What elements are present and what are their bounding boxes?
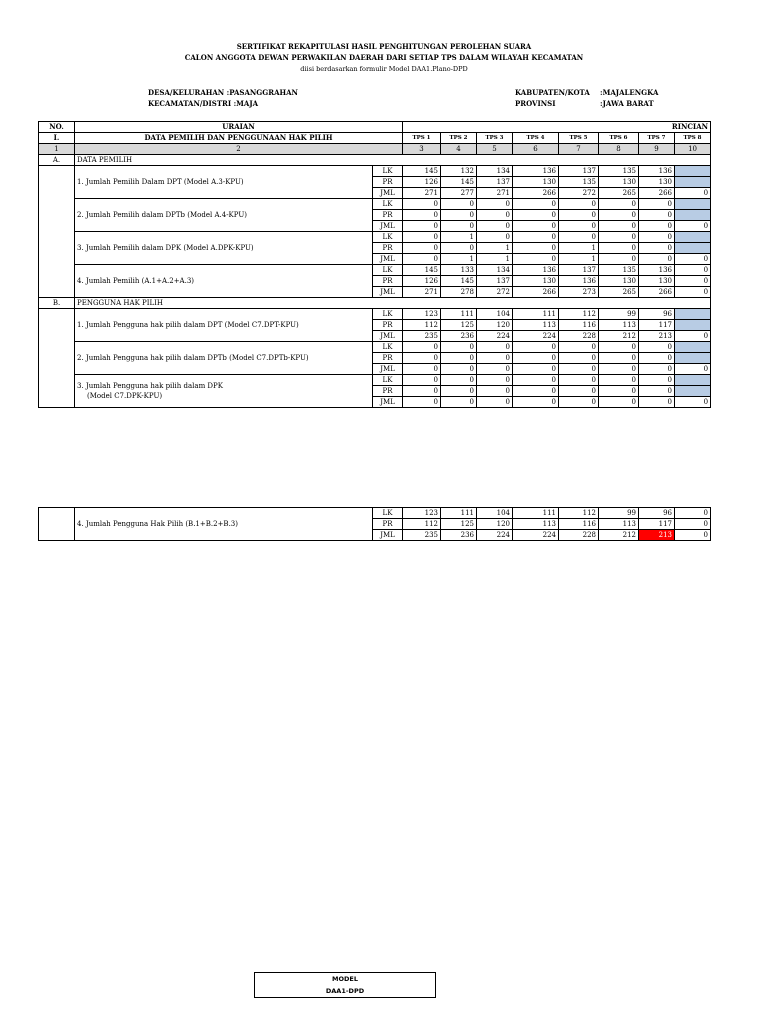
value-cell: 0 [599, 221, 639, 232]
item-label [75, 166, 373, 199]
value-cell: 135 [599, 166, 639, 177]
column-number: 8 [599, 144, 639, 155]
value-cell: 111 [441, 309, 477, 320]
provinsi-value: :JAWA BARAT [600, 99, 654, 108]
tps-header: TPS 1 [403, 133, 441, 144]
value-cell: 120 [477, 519, 513, 530]
data-row [39, 375, 711, 386]
value-cell [675, 177, 711, 188]
section-b-row [39, 298, 711, 309]
value-cell: 0 [675, 530, 711, 541]
value-cell: 0 [559, 375, 599, 386]
tps-header: TPS 5 [559, 133, 599, 144]
sub-label: PR [373, 320, 403, 331]
value-cell: 0 [559, 221, 599, 232]
value-cell: 116 [559, 320, 599, 331]
value-cell: 1 [441, 232, 477, 243]
uraian-header: URAIAN [75, 122, 403, 133]
value-cell: 0 [559, 210, 599, 221]
value-cell: 99 [599, 508, 639, 519]
value-cell: 0 [403, 243, 441, 254]
kecamatan-label: KECAMATAN/DISTRI :MAJA [148, 99, 259, 108]
sub-label: LK [373, 342, 403, 353]
sub-label: PR [373, 276, 403, 287]
item-label-text: 4. Jumlah Pemilih (A.1+A.2+A.3) [77, 277, 195, 285]
value-cell: 0 [513, 386, 559, 397]
rincian-header: RINCIAN [403, 122, 711, 133]
value-cell: 0 [477, 221, 513, 232]
value-cell: 271 [403, 188, 441, 199]
value-cell: 0 [477, 386, 513, 397]
data-row [39, 232, 711, 243]
value-cell: 137 [477, 276, 513, 287]
value-cell: 213 [639, 530, 675, 541]
value-cell: 0 [599, 243, 639, 254]
total-users-table [38, 507, 711, 541]
sub-label: PR [373, 243, 403, 254]
value-cell: 135 [559, 177, 599, 188]
value-cell: 130 [513, 276, 559, 287]
sub-label: LK [373, 508, 403, 519]
value-cell: 265 [599, 188, 639, 199]
value-cell: 0 [599, 397, 639, 408]
value-cell: 0 [639, 353, 675, 364]
value-cell: 0 [599, 353, 639, 364]
value-cell [675, 232, 711, 243]
value-cell [675, 309, 711, 320]
value-cell: 111 [513, 508, 559, 519]
doc-title-line1: SERTIFIKAT REKAPITULASI HASIL PENGHITUNGAN PEROLEHAN SUARA [236, 42, 532, 51]
data-row [39, 342, 711, 353]
value-cell: 0 [559, 342, 599, 353]
value-cell: 228 [559, 530, 599, 541]
value-cell: 0 [513, 254, 559, 265]
value-cell: 212 [599, 331, 639, 342]
sub-label: JML [373, 530, 403, 541]
item-label [75, 342, 373, 375]
value-cell: 0 [599, 386, 639, 397]
item-label-text: 1. Jumlah Pengguna hak pilih dalam DPT (Model C7.DPT-KPU) [77, 321, 299, 329]
value-cell: 0 [513, 342, 559, 353]
value-cell: 224 [513, 530, 559, 541]
column-number: 1 [39, 144, 75, 155]
value-cell: 0 [675, 265, 711, 276]
value-cell: 0 [599, 199, 639, 210]
value-cell: 145 [441, 276, 477, 287]
sub-label: PR [373, 519, 403, 530]
value-cell: 0 [477, 364, 513, 375]
value-cell: 0 [513, 375, 559, 386]
value-cell: 272 [477, 287, 513, 298]
sub-label: LK [373, 166, 403, 177]
value-cell: 120 [477, 320, 513, 331]
value-cell: 0 [441, 243, 477, 254]
value-cell: 0 [639, 254, 675, 265]
sub-label: JML [373, 397, 403, 408]
column-number-row [39, 144, 711, 155]
value-cell: 136 [559, 276, 599, 287]
value-cell [675, 210, 711, 221]
value-cell: 113 [599, 519, 639, 530]
sub-label: LK [373, 265, 403, 276]
value-cell: 213 [639, 331, 675, 342]
header-row [39, 122, 711, 133]
sub-label: JML [373, 254, 403, 265]
value-cell [675, 342, 711, 353]
value-cell: 130 [599, 177, 639, 188]
value-cell: 104 [477, 508, 513, 519]
value-cell: 132 [441, 166, 477, 177]
section-a-title: DATA PEMILIH [75, 155, 711, 166]
column-number: 6 [513, 144, 559, 155]
value-cell: 0 [675, 254, 711, 265]
data-row [39, 265, 711, 276]
value-cell: 0 [513, 221, 559, 232]
value-cell: 0 [559, 199, 599, 210]
value-cell: 0 [477, 397, 513, 408]
value-cell: 0 [599, 232, 639, 243]
doc-title-line2: CALON ANGGOTA DEWAN PERWAKILAN DAERAH DARI SETIAP TPS DALAM WILAYAH KECAMATAN [184, 53, 584, 62]
item-label [75, 265, 373, 298]
value-cell: 0 [639, 199, 675, 210]
value-cell: 99 [599, 309, 639, 320]
value-cell: 0 [559, 353, 599, 364]
value-cell: 113 [513, 320, 559, 331]
value-cell: 278 [441, 287, 477, 298]
section-title: DATA PEMILIH DAN PENGGUNAAN HAK PILIH [75, 133, 403, 144]
value-cell: 224 [477, 331, 513, 342]
value-cell: 112 [559, 508, 599, 519]
section-b-title: PENGGUNA HAK PILIH [75, 298, 711, 309]
item-label [75, 199, 373, 232]
item-label-text: 2. Jumlah Pemilih dalam DPTb (Model A.4-KPU) [77, 211, 247, 219]
value-cell: 0 [639, 243, 675, 254]
value-cell: 224 [513, 331, 559, 342]
value-cell: 1 [477, 243, 513, 254]
value-cell: 130 [639, 276, 675, 287]
item-label [75, 232, 373, 265]
value-cell: 0 [513, 243, 559, 254]
value-cell: 125 [441, 320, 477, 331]
column-number: 3 [403, 144, 441, 155]
value-cell: 266 [639, 188, 675, 199]
value-cell: 112 [559, 309, 599, 320]
value-cell: 0 [477, 342, 513, 353]
value-cell: 104 [477, 309, 513, 320]
sub-label: JML [373, 331, 403, 342]
value-cell: 111 [513, 309, 559, 320]
value-cell: 145 [403, 166, 441, 177]
tps-header: TPS 3 [477, 133, 513, 144]
value-cell: 0 [477, 199, 513, 210]
value-cell: 0 [639, 397, 675, 408]
value-cell: 0 [675, 287, 711, 298]
value-cell: 0 [639, 221, 675, 232]
column-number: 2 [75, 144, 403, 155]
value-cell [675, 166, 711, 177]
value-cell: 0 [675, 188, 711, 199]
model-code: DAA1-DPD [325, 987, 365, 995]
value-cell: 0 [441, 342, 477, 353]
value-cell: 112 [403, 320, 441, 331]
item-label-text: 3. Jumlah Pemilih dalam DPK (Model A.DPK-KPU) [77, 244, 254, 252]
value-cell: 0 [403, 353, 441, 364]
value-cell: 96 [639, 508, 675, 519]
value-cell: 0 [675, 397, 711, 408]
sub-label: PR [373, 210, 403, 221]
value-cell: 112 [403, 519, 441, 530]
row-number-cell [39, 309, 75, 408]
value-cell: 0 [513, 210, 559, 221]
row-number-cell [39, 166, 75, 298]
value-cell: 117 [639, 320, 675, 331]
item-label-text: (Model C7.DPK-KPU) [87, 392, 163, 400]
recap-table [38, 121, 711, 408]
value-cell: 111 [441, 508, 477, 519]
value-cell: 130 [639, 177, 675, 188]
value-cell: 133 [441, 265, 477, 276]
value-cell: 126 [403, 276, 441, 287]
value-cell: 117 [639, 519, 675, 530]
value-cell: 0 [403, 386, 441, 397]
sub-label: LK [373, 232, 403, 243]
doc-subtitle: diisi berdasarkan formulir Model DAA1.Plano-DPD [300, 65, 468, 73]
value-cell: 224 [477, 530, 513, 541]
tps-header: TPS 7 [639, 133, 675, 144]
value-cell: 235 [403, 331, 441, 342]
tps-header: TPS 6 [599, 133, 639, 144]
value-cell: 0 [441, 210, 477, 221]
model-label: MODEL [332, 975, 358, 983]
value-cell: 134 [477, 265, 513, 276]
sub-label: LK [373, 309, 403, 320]
value-cell: 0 [639, 375, 675, 386]
tps-header: TPS 4 [513, 133, 559, 144]
value-cell: 266 [513, 287, 559, 298]
value-cell: 0 [441, 353, 477, 364]
column-number: 9 [639, 144, 675, 155]
value-cell: 1 [559, 243, 599, 254]
value-cell: 0 [513, 364, 559, 375]
value-cell: 123 [403, 508, 441, 519]
value-cell: 0 [403, 375, 441, 386]
value-cell: 137 [559, 265, 599, 276]
total-row [39, 508, 711, 519]
value-cell: 0 [639, 386, 675, 397]
value-cell: 0 [513, 397, 559, 408]
sub-label: PR [373, 386, 403, 397]
value-cell: 116 [559, 519, 599, 530]
value-cell: 0 [675, 508, 711, 519]
section-b-code: B. [39, 298, 75, 309]
value-cell: 0 [599, 210, 639, 221]
value-cell: 0 [675, 519, 711, 530]
value-cell: 0 [403, 254, 441, 265]
value-cell: 0 [477, 375, 513, 386]
value-cell: 0 [403, 199, 441, 210]
value-cell: 0 [639, 364, 675, 375]
value-cell: 137 [477, 177, 513, 188]
value-cell: 0 [675, 364, 711, 375]
value-cell: 0 [441, 199, 477, 210]
desa-label: DESA/KELURAHAN :PASANGGRAHAN [148, 88, 298, 97]
column-number: 5 [477, 144, 513, 155]
kabupaten-label: KABUPATEN/KOTA [515, 88, 590, 97]
value-cell: 271 [477, 188, 513, 199]
value-cell: 136 [513, 265, 559, 276]
value-cell: 1 [559, 254, 599, 265]
model-box [254, 972, 436, 998]
value-cell: 136 [639, 166, 675, 177]
value-cell: 0 [477, 232, 513, 243]
row-number-cell [39, 508, 75, 541]
value-cell [675, 353, 711, 364]
value-cell [675, 386, 711, 397]
item-label [75, 309, 373, 342]
sub-label: LK [373, 375, 403, 386]
value-cell: 126 [403, 177, 441, 188]
value-cell: 96 [639, 309, 675, 320]
value-cell: 228 [559, 331, 599, 342]
sub-label: JML [373, 188, 403, 199]
item-label-text: 2. Jumlah Pengguna hak pilih dalam DPTb (Model C7.DPTb-KPU) [77, 354, 309, 362]
value-cell: 130 [599, 276, 639, 287]
tps-header: TPS 2 [441, 133, 477, 144]
value-cell: 0 [639, 232, 675, 243]
value-cell: 0 [403, 221, 441, 232]
value-cell: 0 [441, 386, 477, 397]
value-cell: 0 [477, 210, 513, 221]
value-cell: 1 [441, 254, 477, 265]
value-cell: 137 [559, 166, 599, 177]
value-cell: 0 [513, 199, 559, 210]
value-cell: 0 [675, 276, 711, 287]
value-cell: 265 [599, 287, 639, 298]
column-number: 4 [441, 144, 477, 155]
value-cell: 0 [559, 386, 599, 397]
sub-label: JML [373, 287, 403, 298]
tps-header: TPS 8 [675, 133, 711, 144]
value-cell: 145 [403, 265, 441, 276]
value-cell: 0 [403, 397, 441, 408]
item-label-text: 3. Jumlah Pengguna hak pilih dalam DPK [77, 382, 223, 390]
value-cell: 136 [513, 166, 559, 177]
value-cell: 236 [441, 331, 477, 342]
sub-label: PR [373, 353, 403, 364]
value-cell: 1 [477, 254, 513, 265]
section-a-code: A. [39, 155, 75, 166]
data-row [39, 166, 711, 177]
value-cell: 0 [639, 342, 675, 353]
data-row [39, 199, 711, 210]
value-cell: 0 [513, 232, 559, 243]
section-number: I. [39, 133, 75, 144]
value-cell: 0 [441, 364, 477, 375]
value-cell: 145 [441, 177, 477, 188]
value-cell: 0 [559, 232, 599, 243]
value-cell [675, 243, 711, 254]
value-cell: 0 [441, 375, 477, 386]
sub-label: LK [373, 199, 403, 210]
sub-label: JML [373, 221, 403, 232]
sub-label: PR [373, 177, 403, 188]
value-cell: 273 [559, 287, 599, 298]
provinsi-label: PROVINSI [515, 99, 556, 108]
value-cell [675, 320, 711, 331]
value-cell: 0 [639, 210, 675, 221]
value-cell: 0 [403, 232, 441, 243]
value-cell: 123 [403, 309, 441, 320]
item-label: 4. Jumlah Pengguna Hak Pilih (B.1+B.2+B.3) [75, 508, 373, 541]
kabupaten-value: :MAJALENGKA [600, 88, 659, 97]
value-cell: 113 [599, 320, 639, 331]
value-cell: 0 [559, 364, 599, 375]
value-cell [675, 199, 711, 210]
value-cell: 0 [599, 342, 639, 353]
value-cell: 113 [513, 519, 559, 530]
value-cell: 272 [559, 188, 599, 199]
value-cell: 266 [513, 188, 559, 199]
value-cell: 0 [599, 254, 639, 265]
value-cell: 0 [403, 342, 441, 353]
value-cell: 130 [513, 177, 559, 188]
value-cell: 0 [441, 397, 477, 408]
value-cell [675, 375, 711, 386]
no-header: NO. [39, 122, 75, 133]
data-row [39, 309, 711, 320]
value-cell: 0 [559, 397, 599, 408]
sub-label: JML [373, 364, 403, 375]
value-cell: 0 [403, 210, 441, 221]
value-cell: 235 [403, 530, 441, 541]
value-cell: 0 [675, 221, 711, 232]
section-header-row [39, 133, 711, 144]
value-cell: 0 [599, 364, 639, 375]
item-label-text: 1. Jumlah Pemilih Dalam DPT (Model A.3-KPU) [77, 178, 244, 186]
value-cell: 0 [675, 331, 711, 342]
value-cell: 0 [599, 375, 639, 386]
value-cell: 134 [477, 166, 513, 177]
value-cell: 266 [639, 287, 675, 298]
value-cell: 271 [403, 287, 441, 298]
value-cell: 0 [477, 353, 513, 364]
column-number: 7 [559, 144, 599, 155]
value-cell: 236 [441, 530, 477, 541]
section-a-row [39, 155, 711, 166]
value-cell: 0 [441, 221, 477, 232]
column-number: 10 [675, 144, 711, 155]
value-cell: 135 [599, 265, 639, 276]
value-cell: 125 [441, 519, 477, 530]
value-cell: 136 [639, 265, 675, 276]
value-cell: 212 [599, 530, 639, 541]
value-cell: 0 [403, 364, 441, 375]
item-label [75, 375, 373, 408]
value-cell: 277 [441, 188, 477, 199]
value-cell: 0 [513, 353, 559, 364]
